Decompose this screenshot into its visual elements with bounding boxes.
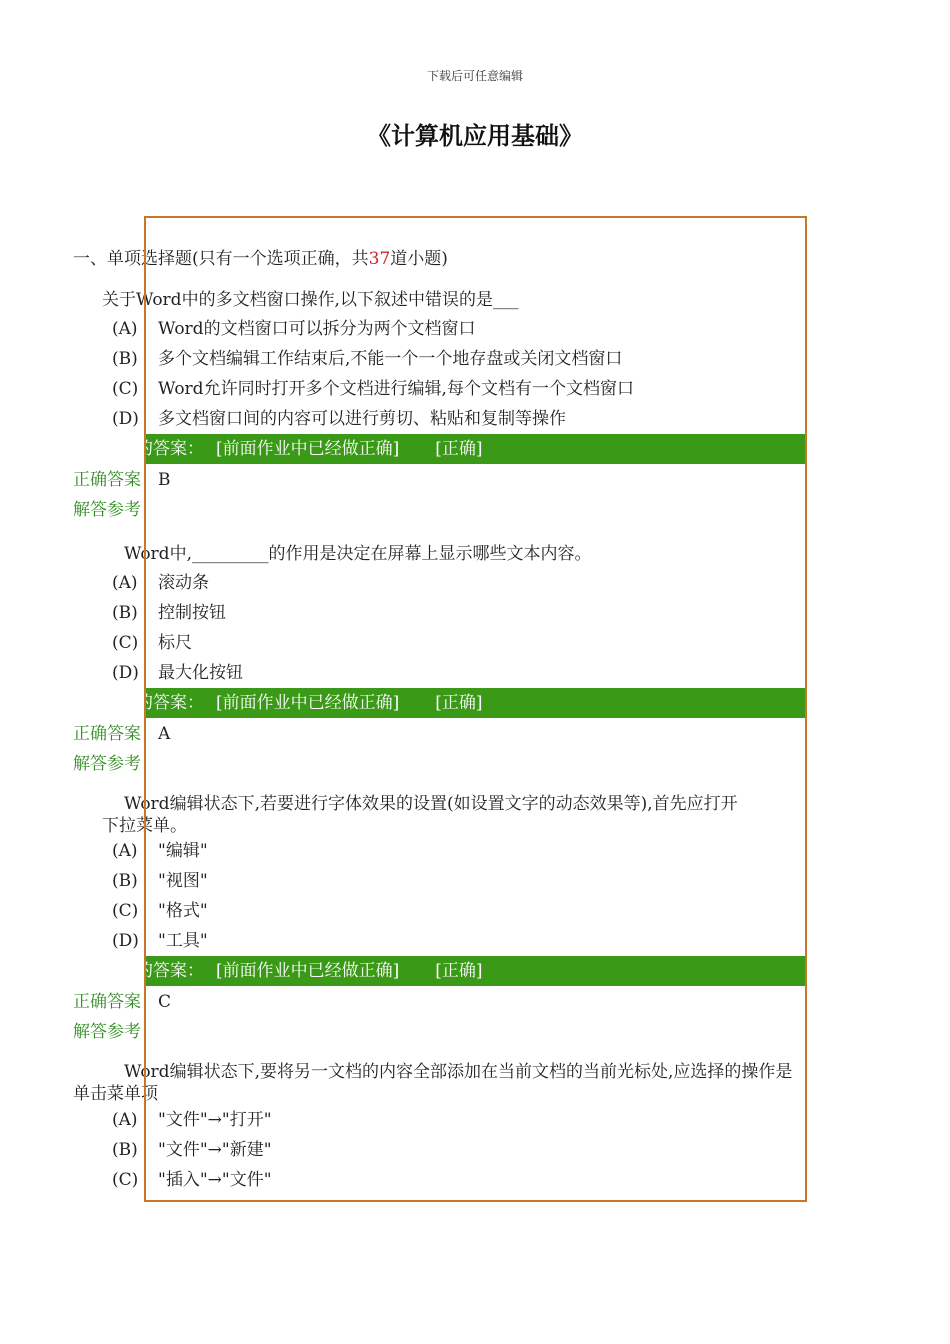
question-2-option-b[interactable] (112, 598, 226, 628)
question-4-stem-line-2: 单击菜单项 (73, 1084, 158, 1104)
question-count: 37 (368, 249, 391, 269)
question-3-answer-bar (136, 956, 805, 986)
option-letter: (B) (112, 603, 138, 623)
option-text: "文件"→"打开" (158, 1110, 272, 1130)
option-letter: (C) (112, 901, 139, 921)
question-4-option-a[interactable] (112, 1105, 272, 1135)
option-letter: (A) (112, 573, 138, 593)
option-text: "工具" (158, 931, 208, 951)
option-letter: (B) (112, 1140, 138, 1160)
option-letter: (A) (112, 319, 138, 339)
question-2-option-d[interactable] (112, 658, 243, 688)
correct-answer-value: A (158, 724, 171, 744)
option-text: Word的文档窗口可以拆分为两个文档窗口 (158, 319, 476, 339)
option-text: 滚动条 (158, 573, 209, 593)
question-1-answer-bar (136, 434, 805, 464)
answer-result: [正确] (435, 961, 483, 981)
option-letter: (B) (112, 871, 138, 891)
option-letter: (D) (112, 931, 139, 951)
section-heading-prefix: 一、单项选择题(只有一个选项正确，共 (73, 249, 369, 269)
question-3-option-d[interactable] (112, 926, 208, 956)
question-2-reference: 解答参考： (73, 754, 158, 774)
correct-answer-label: 正确答案： (73, 724, 158, 744)
answer-result: [正确] (435, 439, 483, 459)
correct-answer-label: 正确答案： (73, 470, 158, 490)
option-letter: (A) (112, 1110, 138, 1130)
question-1-correct-answer (73, 465, 171, 495)
section-heading-suffix: 道小题) (390, 249, 448, 269)
option-letter: (D) (112, 663, 139, 683)
question-4-option-b[interactable] (112, 1135, 272, 1165)
question-3-stem-line-1: Word编辑状态下,若要进行字体效果的设置(如设置文字的动态效果等),首先应打开 (124, 794, 738, 814)
question-1-stem: 关于Word中的多文档窗口操作,以下叙述中错误的是___ (102, 290, 519, 310)
question-3-option-b[interactable] (112, 866, 208, 896)
option-text: 标尺 (158, 633, 192, 653)
option-text: "文件"→"新建" (158, 1140, 272, 1160)
option-text: "视图" (158, 871, 208, 891)
option-letter: (C) (112, 1170, 139, 1190)
question-3-option-a[interactable] (112, 836, 208, 866)
question-1-option-a[interactable] (112, 314, 476, 344)
option-text: 控制按钮 (158, 603, 226, 623)
question-2-option-c[interactable] (112, 628, 192, 658)
option-text: "插入"→"文件" (158, 1170, 272, 1190)
question-2-stem: Word中,_________的作用是决定在屏幕上显示哪些文本内容。 (124, 544, 592, 564)
question-1-option-c[interactable] (112, 374, 634, 404)
correct-answer-value: C (158, 992, 172, 1012)
section-heading (73, 244, 448, 269)
option-letter: (C) (112, 379, 139, 399)
question-2-answer-bar (136, 688, 805, 718)
question-3-correct-answer (73, 987, 171, 1017)
question-1-option-d[interactable] (112, 404, 566, 434)
option-letter: (C) (112, 633, 139, 653)
document-title: 《计算机应用基础》 (367, 121, 583, 150)
option-text: "编辑" (158, 841, 208, 861)
option-letter: (B) (112, 349, 138, 369)
question-1-option-b[interactable] (112, 344, 622, 374)
answer-bar-label: 的答案： (136, 439, 204, 459)
correct-answer-label: 正确答案： (73, 992, 158, 1012)
option-text: Word允许同时打开多个文档进行编辑,每个文档有一个文档窗口 (158, 379, 634, 399)
answer-bar-label: 的答案： (136, 961, 204, 981)
question-4-stem-line-1: Word编辑状态下,要将另一文档的内容全部添加在当前文档的当前光标处,应选择的操作是 (124, 1062, 793, 1082)
question-3-stem-line-2: 下拉菜单。 (102, 816, 187, 836)
correct-answer-value: B (158, 470, 171, 490)
question-3-reference: 解答参考： (73, 1022, 158, 1042)
header-note: 下载后可任意编辑 (426, 69, 523, 83)
option-text: "格式" (158, 901, 208, 921)
answer-status: [前面作业中已经做正确] (216, 439, 400, 459)
answer-status: [前面作业中已经做正确] (216, 961, 400, 981)
question-2-option-a[interactable] (112, 568, 209, 598)
option-text: 最大化按钮 (158, 663, 243, 683)
option-letter: (D) (112, 409, 139, 429)
question-4-option-c[interactable] (112, 1165, 272, 1195)
answer-bar-label: 的答案： (136, 693, 204, 713)
option-text: 多文档窗口间的内容可以进行剪切、粘贴和复制等操作 (158, 409, 566, 429)
question-1-reference: 解答参考： (73, 500, 158, 520)
question-2-correct-answer (73, 719, 170, 749)
option-text: 多个文档编辑工作结束后,不能一个一个地存盘或关闭文档窗口 (158, 349, 623, 369)
question-3-option-c[interactable] (112, 896, 208, 926)
answer-result: [正确] (435, 693, 483, 713)
option-letter: (A) (112, 841, 138, 861)
answer-status: [前面作业中已经做正确] (216, 693, 400, 713)
